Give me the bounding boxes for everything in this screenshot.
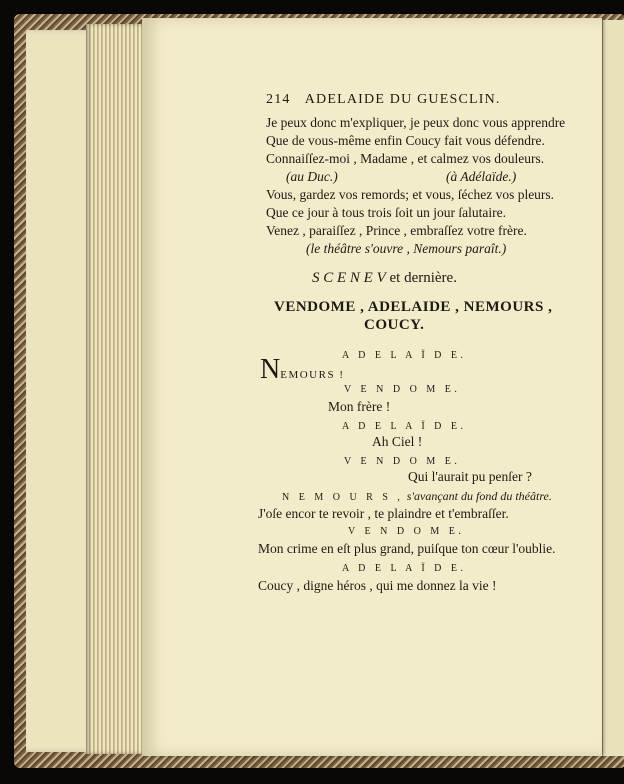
- speaker-name: V E N D O M E.: [344, 456, 461, 467]
- verse-line: Venez , paraiſſez , Prince , embraſſez votre frère.: [266, 223, 527, 238]
- speaker-name: V E N D O M E.: [344, 384, 461, 395]
- stage-direction: (à Adélaïde.): [446, 169, 517, 184]
- dialogue-line: Mon crime en eſt plus grand, puiſque ton cœur l'oublie.: [258, 541, 556, 556]
- page-number: 214: [266, 92, 291, 107]
- drop-cap: N: [260, 354, 281, 385]
- book-page: [142, 18, 602, 756]
- speaker-name: A D E L A Ï D E.: [342, 350, 467, 361]
- scene-heading: S C E N E V et dernière.: [312, 270, 457, 286]
- verse-line: Que de vous-même enfin Coucy fait vous défendre.: [266, 133, 545, 148]
- dialogue-line: Coucy , digne héros , qui me donnez la vie !: [258, 578, 497, 593]
- facing-page-edge: [602, 20, 624, 756]
- characters-line: VENDOME , ADELAIDE , NEMOURS ,: [274, 299, 553, 315]
- dialogue-line: Ah Ciel !: [372, 434, 423, 449]
- speaker-name: A D E L A Ï D E.: [342, 563, 467, 574]
- verse-line: Connaiſſez-moi , Madame , et calmez vos douleurs.: [266, 151, 545, 166]
- running-title: ADELAIDE DU GUESCLIN.: [304, 92, 501, 107]
- page-edges: [86, 24, 144, 754]
- dialogue-line: Mon frère !: [328, 399, 391, 414]
- speaker-name: A D E L A Ï D E.: [342, 421, 467, 432]
- stage-direction: (le théâtre s'ouvre , Nemours paraît.): [306, 241, 507, 256]
- stage-direction: (au Duc.): [286, 169, 338, 184]
- speaker-name: V E N D O M E.: [348, 526, 465, 537]
- characters-line: COUCY.: [364, 317, 425, 333]
- dialogue-line: NEMOURS !: [260, 354, 345, 385]
- running-header: [266, 92, 501, 108]
- verse-line: Vous, gardez vos remords; et vous, ſéchez vos pleurs.: [266, 187, 555, 202]
- speaker-line: [282, 488, 552, 506]
- stage-direction: s'avançant du fond du théâtre.: [406, 489, 552, 503]
- verse-line: Que ce jour à tous trois ſoit un jour ſalutaire.: [266, 205, 506, 220]
- dialogue-line: Qui l'aurait pu penſer ?: [408, 469, 532, 484]
- dialogue-line: J'oſe encor te revoir , te plaindre et t'embraſſer.: [258, 506, 509, 521]
- speaker-name: N E M O U R S ,: [282, 492, 404, 503]
- verse-line: Je peux donc m'expliquer, je peux donc vous apprendre: [266, 115, 566, 130]
